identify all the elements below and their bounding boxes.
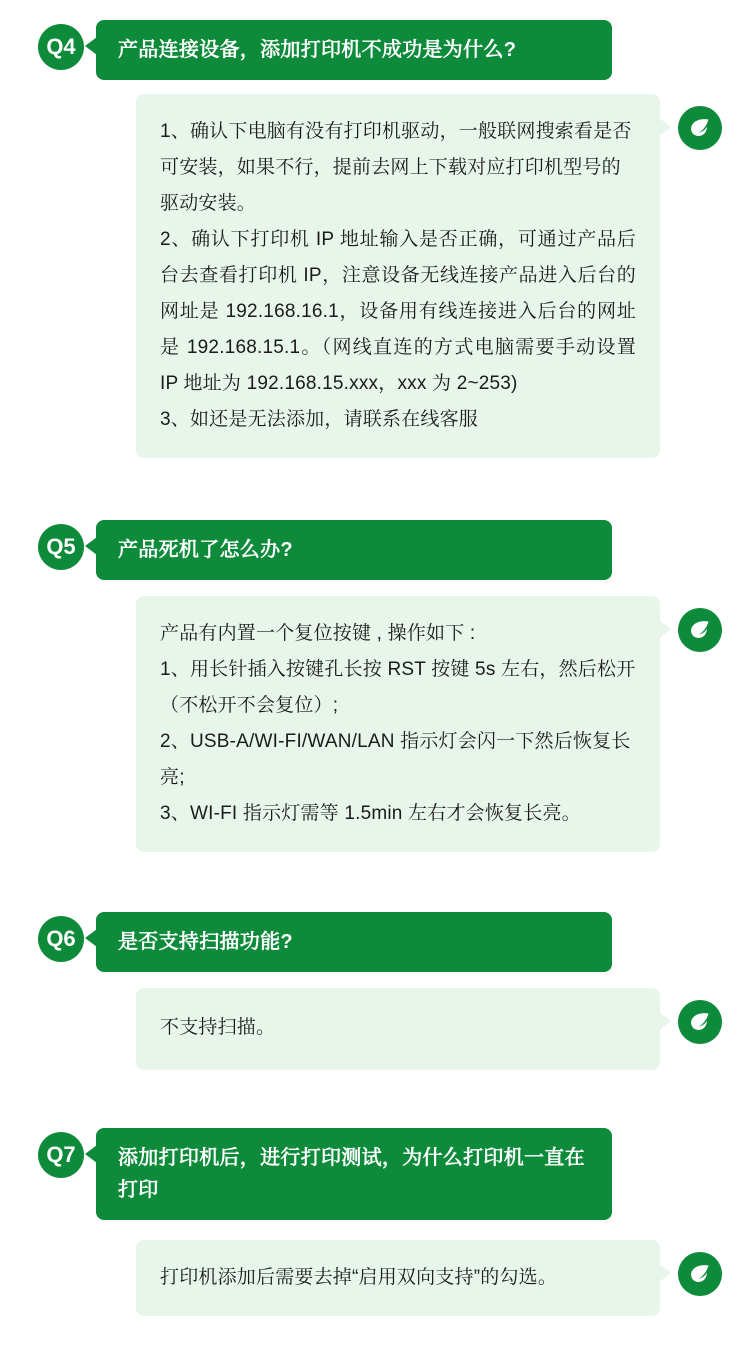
avatar: [678, 1252, 722, 1296]
answer-line: 2、确认下打印机 IP 地址输入是否正确，可通过产品后台去查看打印机 IP，注意设备无线连接产品进入后台的网址是 192.168.16.1，设备用有线连接进入后台的网址是 192.168.15.1。（网线直连的方式电脑需要手动设置 IP 地址为 192.168.15.xxx，xxx 为 2~253): [160, 229, 636, 394]
bubble-tail-icon: [659, 118, 671, 136]
faq-item-q7: [0, 1070, 750, 1316]
bubble-tail-icon: [659, 1264, 671, 1282]
answer-line: 产品有内置一个复位按键 , 操作如下 :: [160, 623, 476, 644]
question-bubble-wrap: [96, 912, 612, 972]
leaf-icon: [687, 1009, 713, 1035]
question-badge: Q6: [38, 916, 84, 962]
question-row: [0, 520, 750, 580]
question-row: [0, 1128, 750, 1220]
question-bubble-wrap: [96, 520, 612, 580]
question-bubble-wrap: [96, 1128, 612, 1220]
question-badge: Q7: [38, 1132, 84, 1178]
question-text: 产品连接设备，添加打印机不成功是为什么?: [96, 20, 612, 80]
leaf-icon: [687, 115, 713, 141]
answer-bubble-wrap: [136, 988, 660, 1070]
answer-text: [136, 94, 660, 458]
answer-text: [136, 988, 660, 1070]
answer-text: [136, 596, 660, 852]
answer-bubble-wrap: [136, 94, 660, 458]
faq-item-q4: [0, 0, 750, 458]
answer-row: [0, 1240, 750, 1316]
answer-row: [0, 94, 750, 458]
answer-bubble-wrap: [136, 1240, 660, 1316]
faq-item-q6: [0, 852, 750, 1070]
answer-line: 3、WI-FI 指示灯需等 1.5min 左右才会恢复长亮。: [160, 803, 581, 824]
leaf-icon: [687, 1261, 713, 1287]
question-bubble-wrap: [96, 20, 612, 80]
answer-row: [0, 988, 750, 1070]
question-text: 产品死机了怎么办?: [96, 520, 612, 580]
avatar: [678, 608, 722, 652]
answer-line: 2、USB-A/WI-FI/WAN/LAN 指示灯会闪一下然后恢复长亮;: [160, 731, 631, 788]
leaf-icon: [687, 617, 713, 643]
answer-bubble-wrap: [136, 596, 660, 852]
question-badge: Q4: [38, 24, 84, 70]
question-badge: Q5: [38, 524, 84, 570]
question-row: [0, 912, 750, 972]
question-text: 是否支持扫描功能?: [96, 912, 612, 972]
bubble-tail-icon: [659, 1012, 671, 1030]
answer-line: 不支持扫描。: [160, 1017, 276, 1038]
bubble-tail-icon: [659, 620, 671, 638]
answer-row: [0, 596, 750, 852]
avatar: [678, 1000, 722, 1044]
faq-item-q5: [0, 458, 750, 852]
question-text: 添加打印机后，进行打印测试，为什么打印机一直在打印: [96, 1128, 612, 1220]
answer-line: 1、用长针插入按键孔长按 RST 按键 5s 左右，然后松开（不松开不会复位）;: [160, 659, 636, 716]
question-row: [0, 20, 750, 80]
avatar: [678, 106, 722, 150]
answer-text: [136, 1240, 660, 1316]
answer-line: 1、确认下电脑有没有打印机驱动，一般联网搜索看是否可安装，如果不行，提前去网上下载对应打印机型号的驱动安装。: [160, 121, 632, 214]
answer-line: 打印机添加后需要去掉“启用双向支持”的勾选。: [160, 1267, 558, 1288]
answer-line: 3、如还是无法添加，请联系在线客服: [160, 409, 478, 430]
